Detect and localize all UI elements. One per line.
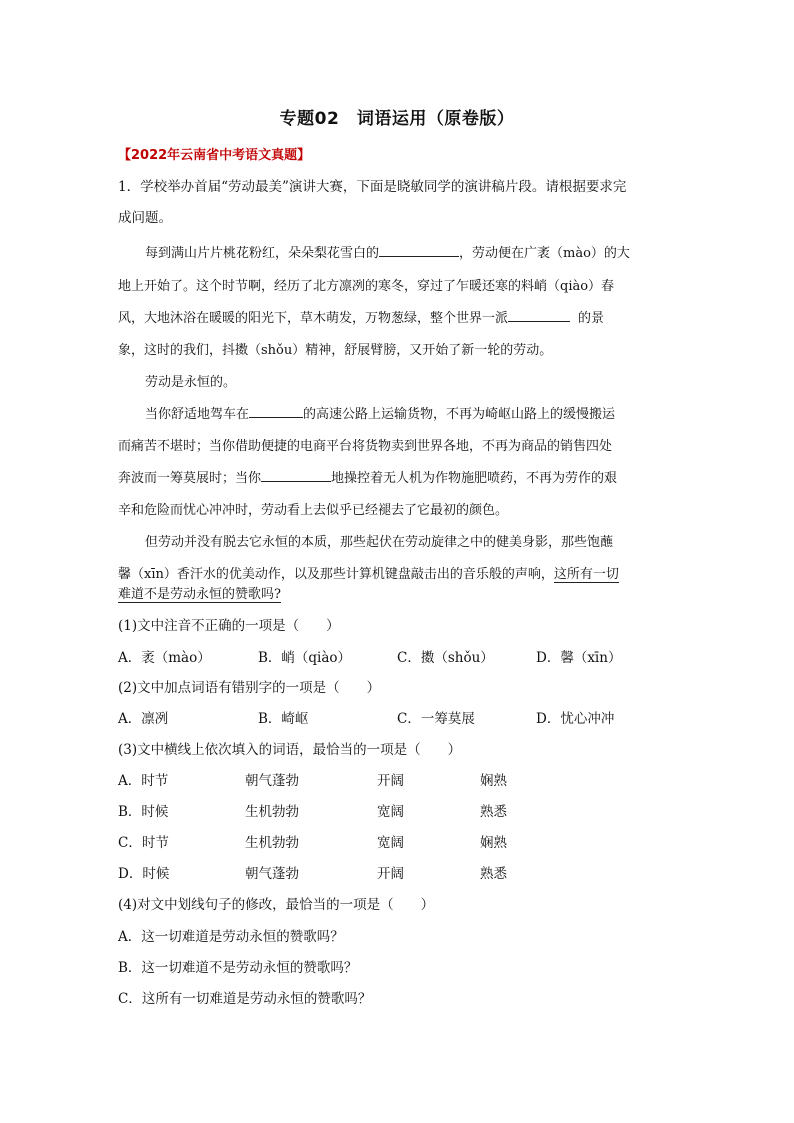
fill-blank — [508, 307, 570, 322]
option-a[interactable]: A．袤（mào） — [118, 650, 211, 666]
fill-blank — [379, 242, 459, 257]
passage-line — [145, 242, 703, 261]
option-word: 宽阔 — [377, 804, 404, 820]
subquestion-3-stem: (3)文中横线上依次填入的词语，最恰当的一项是（ ） — [118, 742, 462, 758]
passage-text: 风，大地沐浴在暖暖的阳光下，草木萌发，万物葱绿，整个世界一派 — [118, 311, 509, 326]
option-word: 生机勃勃 — [245, 804, 299, 820]
option-word: 熟悉 — [480, 866, 507, 882]
passage-line: 象，这时的我们，抖擞（shǒu）精神，舒展臂膀，又开始了新一轮的劳动。 — [118, 343, 553, 358]
passage-line — [118, 307, 676, 326]
question-intro-line-2: 成问题。 — [118, 210, 172, 226]
option-b[interactable]: B．崎岖 — [258, 711, 309, 727]
underlined-sentence: 这所有一切 — [553, 567, 619, 582]
option-label: D．时候 — [118, 866, 170, 882]
subquestion-2-stem: (2)文中加点词语有错别字的一项是（ ） — [118, 680, 381, 696]
option-a[interactable]: A．这一切难道是劳动永恒的赞歌吗？ — [118, 929, 344, 945]
passage-text: 奔波而一筹莫展时；当你 — [118, 471, 262, 486]
option-label: A．时节 — [118, 773, 169, 789]
passage-line: 劳动是永恒的。 — [145, 375, 237, 390]
option-word: 朝气蓬勃 — [245, 773, 299, 789]
option-word: 娴熟 — [480, 835, 507, 851]
passage-line — [118, 583, 676, 602]
passage-line: 而痛苦不堪时；当你借助便捷的电商平台将货物卖到世界各地，不再为商品的销售四处 — [118, 439, 613, 454]
option-c[interactable]: C．擞（shǒu） — [397, 650, 494, 666]
fill-blank — [249, 403, 303, 418]
fill-blank — [261, 467, 331, 482]
option-word: 熟悉 — [480, 804, 507, 820]
passage-line: 地上开始了。这个时节啊，经历了北方凛冽的寒冬，穿过了乍暖还寒的料峭（qiào）春 — [118, 279, 615, 294]
subquestion-4-stem: (4)对文中划线句子的修改，最恰当的一项是（ ） — [118, 897, 435, 913]
option-word: 生机勃勃 — [245, 835, 299, 851]
option-b[interactable]: B．这一切难道不是劳动永恒的赞歌吗？ — [118, 960, 358, 976]
passage-text: 馨（xīn）香汗水的优美动作，以及那些计算机键盘敲击出的音乐般的声响， — [118, 567, 554, 582]
passage-text: 的景 — [578, 311, 605, 326]
option-word: 开阔 — [377, 866, 404, 882]
option-d[interactable]: D．馨（xīn） — [536, 650, 622, 666]
subquestion-1-stem: (1)文中注音不正确的一项是（ ） — [118, 618, 340, 634]
passage-text: 地操控着无人机为作物施肥喷药，不再为劳作的艰 — [331, 471, 618, 486]
passage-line — [118, 563, 676, 582]
passage-line — [118, 467, 676, 486]
option-c[interactable]: C．这所有一切难道是劳动永恒的赞歌吗？ — [118, 991, 372, 1007]
passage-text: 每到满山片片桃花粉红，朵朵梨花雪白的 — [145, 246, 380, 261]
passage-text: 的高速公路上运输货物，不再为崎岖山路上的缓慢搬运 — [303, 407, 616, 422]
passage-text: 当你舒适地驾车在 — [145, 407, 250, 422]
option-c[interactable]: C．一筹莫展 — [397, 711, 475, 727]
page-title: 专题02 词语运用（原卷版） — [279, 109, 515, 129]
option-word: 朝气蓬勃 — [245, 866, 299, 882]
option-b[interactable]: B．峭（qiào） — [258, 650, 352, 666]
option-d[interactable]: D．忧心冲冲 — [536, 711, 615, 727]
option-label: B．时候 — [118, 804, 169, 820]
option-a[interactable]: A．凛冽 — [118, 711, 169, 727]
passage-line: 但劳动并没有脱去它永恒的本质，那些起伏在劳动旋律之中的健美身影，那些饱蘸 — [145, 535, 614, 550]
source-tag: 【2022年云南省中考语文真题】 — [118, 148, 311, 163]
passage-line: 辛和危险而忧心冲冲时，劳动看上去似乎已经褪去了它最初的颜色。 — [118, 503, 509, 518]
underlined-sentence: 难道不是劳动永恒的赞歌吗? — [118, 587, 281, 602]
option-word: 娴熟 — [480, 773, 507, 789]
question-intro-line-1: 1．学校举办首届“劳动最美”演讲大赛，下面是晓敏同学的演讲稿片段。请根据要求完 — [118, 179, 627, 195]
option-word: 开阔 — [377, 773, 404, 789]
passage-text: ，劳动便在广袤（mào）的大 — [459, 246, 630, 261]
option-label: C．时节 — [118, 835, 169, 851]
option-word: 宽阔 — [377, 835, 404, 851]
passage-line — [145, 403, 703, 422]
